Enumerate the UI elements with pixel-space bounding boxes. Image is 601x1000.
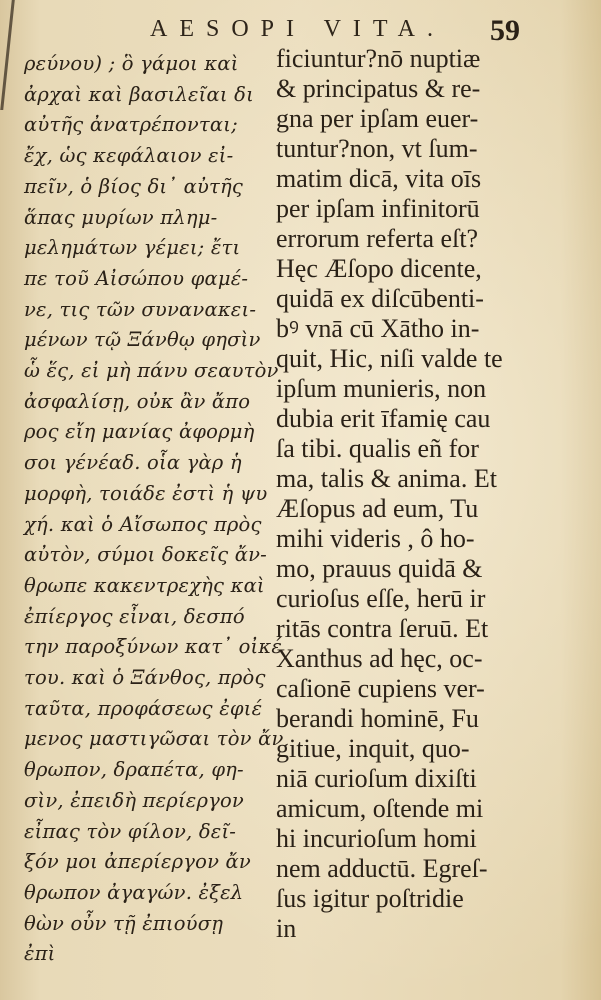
latin-text-line: ficiuntur?nō nuptiæ	[276, 44, 481, 73]
latin-text-line: dubia erit īfamię cau	[276, 404, 491, 433]
greek-text-line: αὐτῆς ἀνατρέπονται;	[24, 113, 238, 137]
latin-text-line: gna per ipſam euer-	[276, 104, 479, 133]
latin-text-line: & principatus & re-	[276, 74, 481, 103]
latin-text-line: gitiue, inquit, quo-	[276, 734, 470, 763]
latin-text-line: mihi videris , ô ho-	[276, 524, 475, 553]
page-number: 59	[490, 14, 520, 47]
greek-text-line: μορφὴ, τοιάδε ἐστὶ ἡ ψυ	[24, 481, 268, 505]
latin-text-line: caſionē cupiens ver-	[276, 674, 485, 703]
latin-text-line: curioſus eſſe, herū ir	[276, 584, 486, 613]
greek-text-line: θρωπε κακεντρεχὴς καὶ	[24, 573, 265, 597]
greek-text-line: αὐτὸν, σύμοι δοκεῖς ἄν-	[24, 543, 267, 567]
latin-text-line: amicum, oſtende mi	[276, 794, 484, 823]
greek-text-line: θρωπον, δραπέτα, φη-	[24, 758, 244, 782]
latin-text-line: quit, Hic, niſi valde te	[276, 344, 503, 373]
latin-text-line: quidā ex diſcūbenti-	[276, 284, 484, 313]
greek-text-line: ἀσφαλίσῃ, οὐκ ἂν ἄπο	[24, 389, 251, 413]
latin-text-line: Hęc Æſopo dicente,	[276, 254, 482, 283]
latin-text-line: ſa tibi. qualis eñ for	[276, 434, 479, 463]
latin-text-line: ſus igitur poſtridie	[276, 884, 464, 913]
greek-text-line: μενος μαστιγῶσαι τὸν ἄν	[24, 727, 284, 751]
greek-text-line: εἶπας τὸν φίλον, δεῖ-	[24, 819, 237, 843]
greek-text-line: πε τοῦ Αἰσώπου φαμέ-	[24, 266, 249, 290]
greek-text-line: πεῖν, ὁ βίος δι᾽ αὐτῆς	[24, 174, 244, 198]
greek-text-line: ἅπας μυρίων πλημ-	[24, 205, 218, 229]
greek-text-line: μένων τῷ Ξάνθῳ φησὶν	[24, 328, 261, 352]
latin-text-line: mo, prauus quidā &	[276, 554, 483, 583]
greek-text-line: ξόν μοι ἀπερίεργον ἄν	[24, 850, 251, 874]
latin-text-line: Æſopus ad eum, Tu	[276, 494, 479, 523]
greek-text-line: χή. καὶ ὁ Αἴσωπος πρὸς	[24, 512, 262, 536]
greek-text-line: ρεύνου) ; ὃ γάμοι καὶ	[24, 52, 239, 75]
latin-text-line: niā curioſum dixiſti	[276, 764, 477, 793]
greek-text-line: ὧ ἕς, εἰ μὴ πάνυ σεαυτὸν	[24, 359, 279, 382]
greek-text-line: νε, τις τῶν συνανακει-	[24, 297, 257, 321]
latin-text-line: in	[276, 914, 297, 943]
latin-text-line: ritās contra ſeruū. Et	[276, 614, 489, 643]
latin-text-line: nem adductū. Egreſ-	[276, 854, 488, 883]
greek-text-line: ταῦτα, προφάσεως ἐφιέ	[24, 696, 263, 720]
greek-text-line: σὶν, ἐπειδὴ περίεργον	[24, 788, 244, 812]
greek-text-line: ἀρχαὶ καὶ βασιλεῖαι δι	[24, 82, 254, 106]
greek-text-line: σοι γένέαδ. οἷα γὰρ ἡ	[24, 451, 242, 475]
latin-text-line: bꝰ vnā cū Xātho in-	[276, 314, 480, 343]
greek-text-line: ἔχ, ὡς κεφάλαιον εἰ-	[24, 144, 234, 168]
latin-text-line: ipſum munieris, non	[276, 374, 487, 403]
latin-text-line: tuntur?non, vt ſum-	[276, 134, 478, 163]
greek-text-line: ἐπὶ	[24, 942, 56, 966]
latin-text-line: per ipſam infinitorū	[276, 194, 480, 223]
greek-text-line: την παροξύνων κατ᾽ οἰκέ	[24, 635, 283, 659]
greek-text-line: θὼν οὖν τῇ ἐπιούσῃ	[24, 911, 224, 935]
running-head-title: AESOPI VITA.	[150, 16, 445, 42]
latin-text-line: hi incurioſum homi	[276, 824, 477, 853]
latin-text-line: ma, talis & anima. Et	[276, 464, 497, 493]
latin-text-line: errorum referta eſt?	[276, 224, 479, 253]
latin-text-line: matim dicā, vita oīs	[276, 164, 482, 193]
greek-text-line: του. καὶ ὁ Ξάνθος, πρὸς	[24, 666, 266, 689]
greek-text-line: μελημάτων γέμει; ἔτι	[24, 236, 241, 260]
greek-text-line: θρωπον ἀγαγών. ἐξελ	[24, 880, 244, 904]
greek-text-line: ἐπίεργος εἶναι, δεσπό	[24, 604, 245, 628]
greek-text-line: ρος εἴη μανίας ἀφορμὴ	[24, 420, 255, 444]
latin-text-line: Xanthus ad hęc, oc-	[276, 644, 483, 673]
latin-text-line: berandi hominē, Fu	[276, 704, 479, 733]
